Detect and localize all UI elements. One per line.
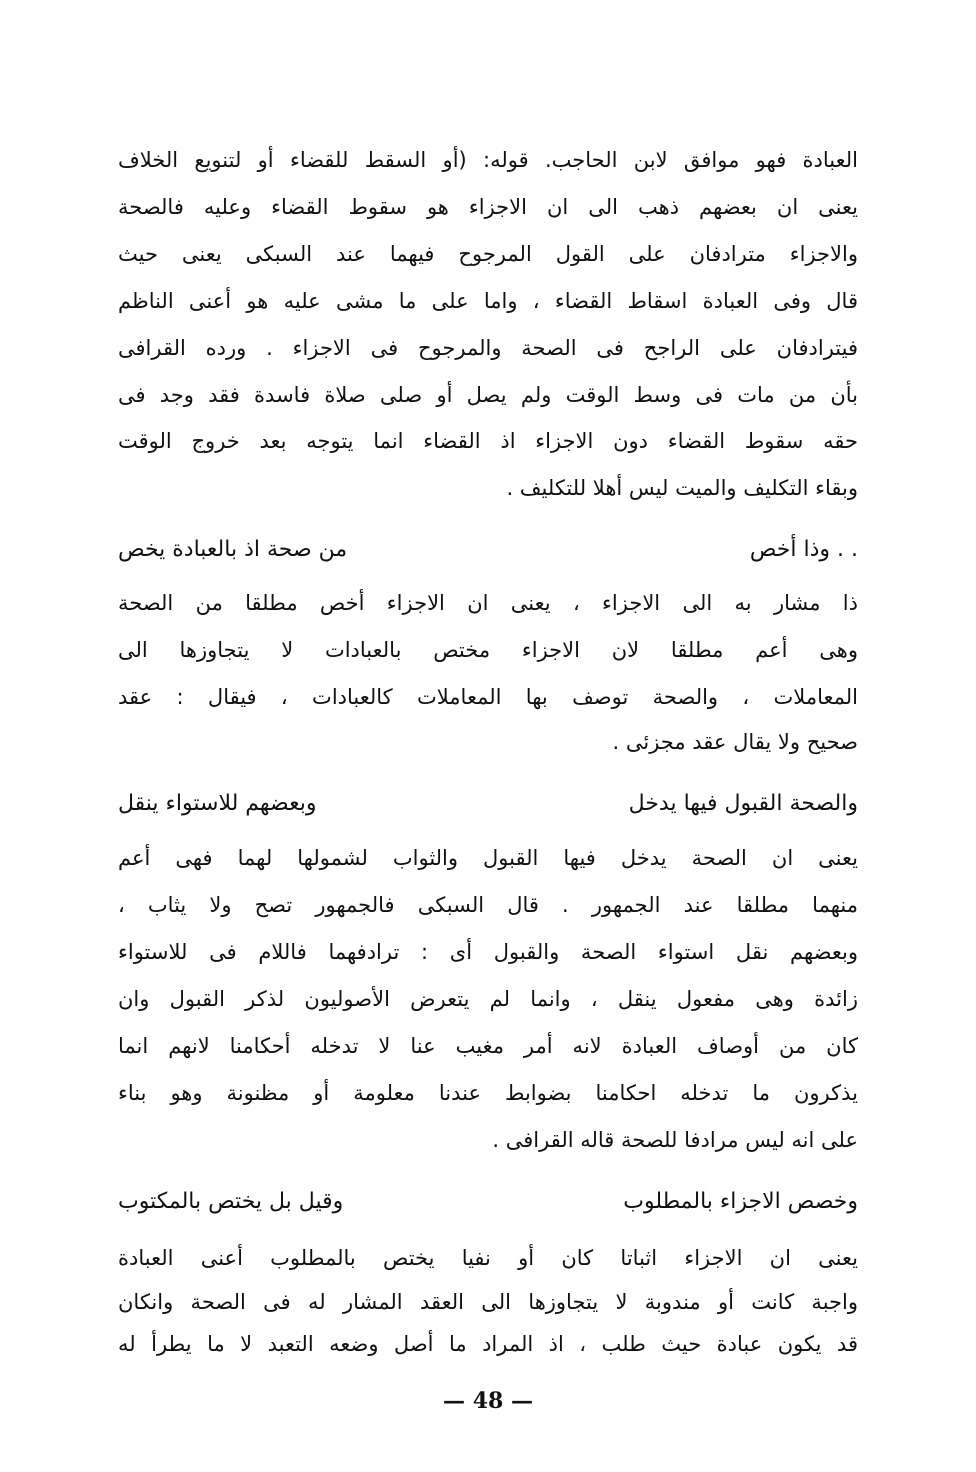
verse-line (118, 528, 858, 572)
page-number: — 48 — (443, 1388, 533, 1414)
text-line: قال وفى العبادة اسقاط القضاء ، واما على ما مشى عليه هو أعنى الناظم (118, 289, 858, 313)
text-line: وهى أعم مطلقا لان الاجزاء مختص بالعبادات لا يتجاوزها الى (118, 638, 858, 662)
text-line: وبعضهم نقل استواء الصحة والقبول أى : ترادفهما فاللام فى للاستواء (118, 940, 858, 964)
text-line: المعاملات ، والصحة توصف بها المعاملات كالعبادات ، فيقال : عقد (118, 685, 858, 709)
text-line: ذا مشار به الى الاجزاء ، يعنى ان الاجزاء أخص مطلقا من الصحة (118, 591, 858, 615)
verse-first-hemistich: . . وذا أخص (749, 537, 858, 562)
text-line: فيترادفان على الراجح فى الصحة والمرجوح فى الاجزاء . ورده القرافى (118, 336, 858, 360)
text-line: يعنى ان بعضهم ذهب الى ان الاجزاء هو سقوط القضاء وعليه فالصحة (118, 195, 858, 219)
text-line: وبقاء التكليف والميت ليس أهلا للتكليف . (506, 476, 858, 500)
text-line: حقه سقوط القضاء دون الاجزاء اذ القضاء انما يتوجه بعد خروج الوقت (118, 429, 858, 453)
text-line: صحيح ولا يقال عقد مجزئى . (612, 730, 858, 754)
text-line: يذكرون ما تدخله احكامنا بضوابط عندنا معلومة أو مظنونة وهو بناء (118, 1081, 858, 1105)
text-line: كان من أوصاف العبادة لانه أمر مغيب عنا لا تدخله أحكامنا لانهم انما (118, 1034, 858, 1058)
text-line: على انه ليس مرادفا للصحة قاله القرافى . (492, 1128, 858, 1152)
verse-line (118, 1180, 858, 1224)
text-line: العبادة فهو موافق لابن الحاجب. قوله: (أو السقط للقضاء أو لتنويع الخلاف (118, 148, 858, 172)
verse-second-hemistich: وبعضهم للاستواء ينقل (118, 791, 317, 816)
text-line: زائدة وهى مفعول ينقل ، وانما لم يتعرض الأصوليون لذكر القبول وان (118, 987, 858, 1011)
verse-second-hemistich: من صحة اذ بالعبادة يخص (118, 537, 348, 562)
text-line: يعنى ان الاجزاء اثباتا كان أو نفيا يختص بالمطلوب أعنى العبادة (118, 1246, 858, 1270)
text-line: واجبة كانت أو مندوبة لا يتجاوزها الى العقد المشار له فى الصحة وانكان (118, 1290, 858, 1314)
verse-first-hemistich: والصحة القبول فيها يدخل (628, 791, 858, 816)
text-line: منهما مطلقا عند الجمهور . قال السبكى فالجمهور تصح ولا يثاب ، (118, 893, 858, 917)
text-line: يعنى ان الصحة يدخل فيها القبول والثواب لشمولها لهما فهى أعم (118, 846, 858, 870)
verse-first-hemistich: وخصص الاجزاء بالمطلوب (623, 1189, 858, 1214)
text-line: بأن من مات فى وسط الوقت ولم يصل أو صلى صلاة فاسدة فقد وجد فى (118, 383, 858, 407)
verse-second-hemistich: وقيل بل يختص بالمكتوب (118, 1189, 344, 1214)
text-line: والاجزاء مترادفان على القول المرجوح فيهما عند السبكى يعنى حيث (118, 242, 858, 266)
text-line: قد يكون عبادة حيث طلب ، اذ المراد ما أصل وضعه التعبد لا ما يطرأ له (118, 1332, 858, 1356)
verse-line (118, 782, 858, 826)
